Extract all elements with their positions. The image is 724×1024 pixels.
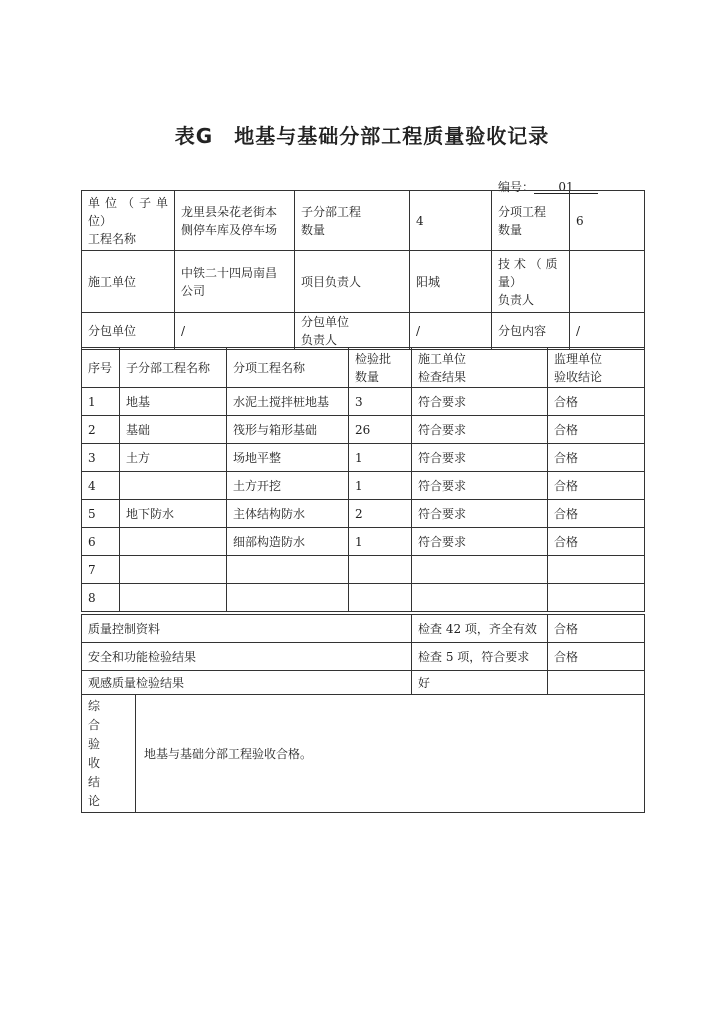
- doc-number-value: 01: [534, 181, 598, 194]
- overall-table: [81, 694, 645, 813]
- doc-number-label: 编号：: [498, 180, 535, 194]
- summary-row: [82, 643, 645, 671]
- cell-batch-count: [349, 556, 412, 584]
- items-table: [81, 347, 645, 612]
- tech-manager-label: 技 术 （ 质 量） 负责人: [492, 251, 570, 313]
- tech-manager-value: [570, 251, 645, 313]
- items-header-row: [82, 348, 645, 388]
- cell-supervision-result: 合格: [548, 388, 645, 416]
- cell-supervision-result: [548, 556, 645, 584]
- header-row-subcontract: [82, 313, 645, 350]
- cell-batch-count: 1: [349, 528, 412, 556]
- subcontract-unit-value: /: [175, 313, 295, 350]
- cell-no: 4: [82, 472, 120, 500]
- table-row: [82, 416, 645, 444]
- overall-label-char: 收: [88, 756, 101, 770]
- cell-construction-result: 符合要求: [412, 416, 548, 444]
- item-count-label: 分项工程 数量: [492, 191, 570, 251]
- subcontract-content-value: /: [570, 313, 645, 350]
- cell-construction-result: 符合要求: [412, 472, 548, 500]
- summary-row: [82, 615, 645, 643]
- summary-conclusion: 合格: [548, 615, 645, 643]
- table-row: [82, 444, 645, 472]
- cell-item: 场地平整: [227, 444, 349, 472]
- summary-row: [82, 671, 645, 695]
- summary-check: 检查 5 项，符合要求: [412, 643, 548, 671]
- cell-item: 筏形与箱形基础: [227, 416, 349, 444]
- cell-supervision-result: 合格: [548, 472, 645, 500]
- table-row: [82, 556, 645, 584]
- col-item: 分项工程名称: [227, 348, 349, 388]
- construction-unit-label: 施工单位: [82, 251, 175, 313]
- sub-division-count-value: 4: [410, 191, 492, 251]
- cell-no: 1: [82, 388, 120, 416]
- cell-sub-division: 土方: [120, 444, 227, 472]
- cell-supervision-result: 合格: [548, 528, 645, 556]
- cell-item: 主体结构防水: [227, 500, 349, 528]
- cell-construction-result: 符合要求: [412, 500, 548, 528]
- project-manager-value: 阳城: [410, 251, 492, 313]
- cell-sub-division: 地基: [120, 388, 227, 416]
- cell-no: 2: [82, 416, 120, 444]
- col-no: 序号: [82, 348, 120, 388]
- cell-construction-result: 符合要求: [412, 528, 548, 556]
- cell-no: 3: [82, 444, 120, 472]
- sub-division-count-label: 子分部工程 数量: [295, 191, 410, 251]
- subcontract-manager-value: /: [410, 313, 492, 350]
- cell-no: 8: [82, 584, 120, 612]
- overall-label-char: 合: [88, 718, 101, 732]
- header-row-construction: [82, 251, 645, 313]
- cell-sub-division: [120, 528, 227, 556]
- summary-table: [81, 614, 645, 695]
- cell-no: 5: [82, 500, 120, 528]
- cell-sub-division: 基础: [120, 416, 227, 444]
- col-construction-result: 施工单位 检查结果: [412, 348, 548, 388]
- cell-construction-result: [412, 556, 548, 584]
- overall-row: [82, 695, 645, 813]
- cell-sub-division: 地下防水: [120, 500, 227, 528]
- table-row: [82, 472, 645, 500]
- item-count-value: 6: [570, 191, 645, 251]
- table-row: [82, 528, 645, 556]
- col-batch-count: 检验批 数量: [349, 348, 412, 388]
- unit-name-label: 单 位 （ 子 单 位） 工程名称: [82, 191, 175, 251]
- cell-construction-result: [412, 584, 548, 612]
- col-supervision-result: 监理单位 验收结论: [548, 348, 645, 388]
- summary-conclusion: [548, 671, 645, 695]
- cell-construction-result: 符合要求: [412, 444, 548, 472]
- cell-item: [227, 556, 349, 584]
- table-row: [82, 584, 645, 612]
- cell-construction-result: 符合要求: [412, 388, 548, 416]
- summary-label: 观感质量检验结果: [82, 671, 412, 695]
- cell-batch-count: 2: [349, 500, 412, 528]
- cell-item: 土方开挖: [227, 472, 349, 500]
- summary-check: 检查 42 项，齐全有效: [412, 615, 548, 643]
- cell-item: [227, 584, 349, 612]
- cell-no: 6: [82, 528, 120, 556]
- cell-supervision-result: 合格: [548, 500, 645, 528]
- construction-unit-value: 中铁二十四局南昌公司: [175, 251, 295, 313]
- subcontract-unit-label: 分包单位: [82, 313, 175, 350]
- cell-supervision-result: [548, 584, 645, 612]
- cell-sub-division: [120, 556, 227, 584]
- col-sub-division: 子分部工程名称: [120, 348, 227, 388]
- summary-check: 好: [412, 671, 548, 695]
- summary-label: 安全和功能检验结果: [82, 643, 412, 671]
- cell-batch-count: [349, 584, 412, 612]
- overall-label-char: 结: [88, 775, 101, 789]
- cell-item: 细部构造防水: [227, 528, 349, 556]
- overall-label: [82, 695, 136, 813]
- header-row-unit: [82, 191, 645, 251]
- table-row: [82, 500, 645, 528]
- subcontract-content-label: 分包内容: [492, 313, 570, 350]
- overall-text: 地基与基础分部工程验收合格。: [136, 695, 645, 813]
- summary-label: 质量控制资料: [82, 615, 412, 643]
- cell-no: 7: [82, 556, 120, 584]
- cell-batch-count: 3: [349, 388, 412, 416]
- cell-supervision-result: 合格: [548, 416, 645, 444]
- subcontract-manager-label: 分包单位 负责人: [295, 313, 410, 350]
- overall-label-char: 论: [88, 794, 101, 808]
- cell-batch-count: 26: [349, 416, 412, 444]
- table-row: [82, 388, 645, 416]
- cell-sub-division: [120, 472, 227, 500]
- cell-batch-count: 1: [349, 472, 412, 500]
- page-title: 表G 地基与基础分部工程质量验收记录: [174, 124, 550, 148]
- cell-item: 水泥土搅拌桩地基: [227, 388, 349, 416]
- header-table: [81, 190, 645, 350]
- cell-sub-division: [120, 584, 227, 612]
- cell-batch-count: 1: [349, 444, 412, 472]
- project-manager-label: 项目负责人: [295, 251, 410, 313]
- summary-conclusion: 合格: [548, 643, 645, 671]
- unit-name-value: 龙里县朵花老街本侧停车库及停车场: [175, 191, 295, 251]
- cell-supervision-result: 合格: [548, 444, 645, 472]
- overall-label-char: 验: [88, 737, 101, 751]
- overall-label-char: 综: [88, 699, 101, 713]
